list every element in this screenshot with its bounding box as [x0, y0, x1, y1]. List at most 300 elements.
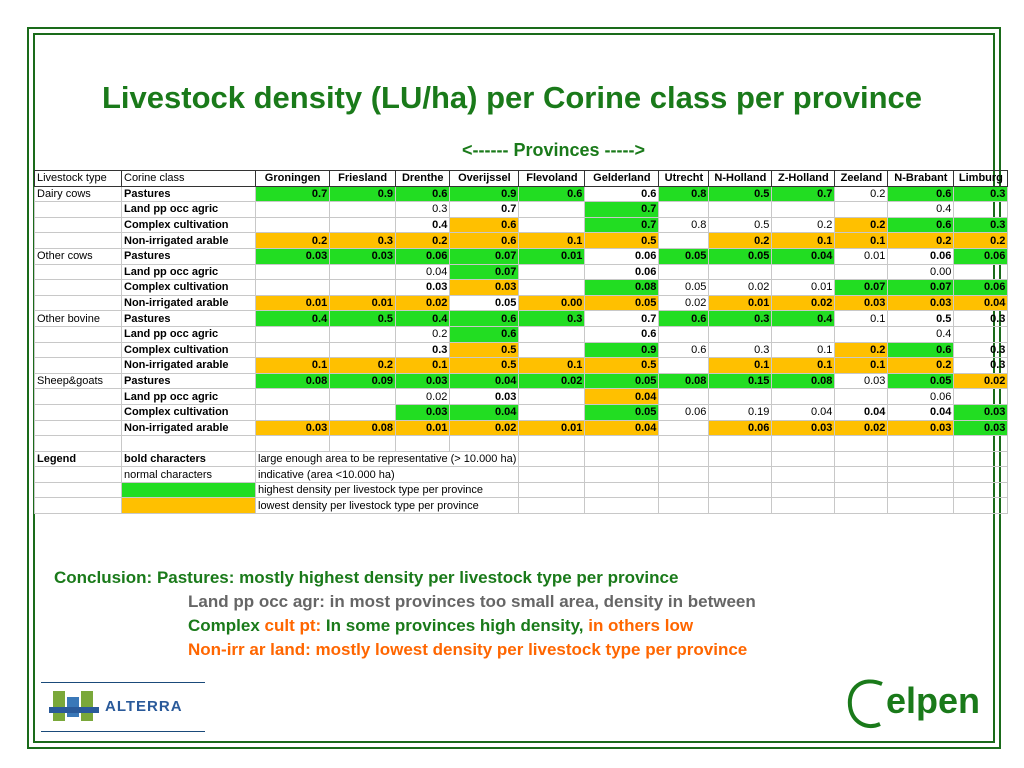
livestock-type-cell: Other cows: [35, 248, 122, 264]
table-row: [35, 217, 1008, 233]
empty-cell: [659, 451, 709, 467]
value-cell: 0.6: [585, 326, 659, 342]
value-cell: 0.01: [519, 248, 585, 264]
value-cell: 0.1: [772, 358, 835, 374]
value-cell: [330, 389, 396, 405]
value-cell: 0.08: [330, 420, 396, 436]
value-cell: 0.08: [256, 373, 330, 389]
empty-cell: [888, 498, 954, 514]
value-cell: [659, 326, 709, 342]
table-row: [35, 248, 1008, 264]
corine-class-cell: Land pp occ agric: [122, 264, 256, 280]
value-cell: [330, 264, 396, 280]
value-cell: 0.02: [659, 295, 709, 311]
legend-label-cell: Legend: [35, 451, 122, 467]
value-cell: 0.05: [659, 248, 709, 264]
empty-cell: [659, 482, 709, 498]
value-cell: 0.04: [396, 264, 450, 280]
value-cell: 0.04: [772, 404, 835, 420]
value-cell: [256, 202, 330, 218]
value-cell: 0.6: [450, 311, 519, 327]
corine-class-cell: Complex cultivation: [122, 404, 256, 420]
empty-cell: [772, 451, 835, 467]
value-cell: [659, 202, 709, 218]
value-cell: 0.7: [256, 186, 330, 202]
value-cell: 0.2: [396, 326, 450, 342]
empty-cell: [585, 467, 659, 483]
value-cell: [330, 280, 396, 296]
header-cell: Zeeland: [835, 171, 888, 187]
value-cell: 0.01: [256, 295, 330, 311]
value-cell: [772, 389, 835, 405]
value-cell: [835, 326, 888, 342]
table-row: [35, 186, 1008, 202]
value-cell: 0.03: [330, 248, 396, 264]
value-cell: 0.05: [585, 404, 659, 420]
legend-label-cell: [35, 467, 122, 483]
value-cell: 0.1: [396, 358, 450, 374]
value-cell: 0.07: [450, 264, 519, 280]
value-cell: 0.4: [888, 326, 954, 342]
livestock-type-cell: [35, 233, 122, 249]
value-cell: 0.01: [396, 420, 450, 436]
conclusion-line-2: Land pp occ agr: in most provinces too small area, density in between: [188, 592, 756, 611]
value-cell: 0.04: [888, 404, 954, 420]
value-cell: 0.02: [954, 373, 1008, 389]
value-cell: 0.6: [519, 186, 585, 202]
value-cell: 0.04: [450, 373, 519, 389]
value-cell: 0.6: [888, 342, 954, 358]
value-cell: 0.04: [835, 404, 888, 420]
value-cell: [709, 264, 772, 280]
value-cell: 0.2: [954, 233, 1008, 249]
value-cell: 0.3: [954, 311, 1008, 327]
value-cell: 0.03: [396, 280, 450, 296]
value-cell: 0.03: [396, 373, 450, 389]
value-cell: 0.4: [256, 311, 330, 327]
header-cell: Corine class: [122, 171, 256, 187]
table-row: [35, 311, 1008, 327]
corine-class-cell: Complex cultivation: [122, 342, 256, 358]
spacer-row: [35, 436, 1008, 452]
table-header-row: [35, 171, 1008, 187]
value-cell: [519, 342, 585, 358]
value-cell: 0.03: [954, 404, 1008, 420]
corine-class-cell: Complex cultivation: [122, 280, 256, 296]
value-cell: 0.2: [256, 233, 330, 249]
conclusion-line-3a: Complex: [188, 616, 265, 635]
value-cell: [709, 326, 772, 342]
legend-description: large enough area to be representative (> 10.000 ha): [256, 451, 519, 467]
header-cell: Overijssel: [450, 171, 519, 187]
value-cell: 0.06: [585, 248, 659, 264]
livestock-type-cell: [35, 404, 122, 420]
value-cell: 0.5: [450, 358, 519, 374]
value-cell: 0.03: [835, 295, 888, 311]
value-cell: 0.04: [954, 295, 1008, 311]
empty-cell: [709, 498, 772, 514]
value-cell: 0.01: [519, 420, 585, 436]
empty-cell: [519, 467, 585, 483]
value-cell: 0.05: [709, 248, 772, 264]
value-cell: 0.08: [585, 280, 659, 296]
value-cell: 0.19: [709, 404, 772, 420]
legend-description: lowest density per livestock type per province: [256, 498, 519, 514]
value-cell: 0.4: [772, 311, 835, 327]
value-cell: 0.6: [450, 217, 519, 233]
value-cell: [709, 202, 772, 218]
empty-cell: [835, 451, 888, 467]
value-cell: 0.08: [772, 373, 835, 389]
livestock-type-cell: [35, 295, 122, 311]
empty-cell: [835, 467, 888, 483]
value-cell: 0.4: [396, 311, 450, 327]
table-row: [35, 342, 1008, 358]
value-cell: 0.3: [954, 358, 1008, 374]
corine-class-cell: Non-irrigated arable: [122, 295, 256, 311]
value-cell: 0.1: [256, 358, 330, 374]
value-cell: 0.02: [519, 373, 585, 389]
livestock-type-cell: Dairy cows: [35, 186, 122, 202]
legend-swatch: [122, 498, 256, 514]
conclusion-line-1: Conclusion: Pastures: mostly highest density per livestock type per province: [54, 568, 679, 587]
empty-cell: [122, 436, 256, 452]
value-cell: 0.07: [888, 280, 954, 296]
value-cell: 0.08: [659, 373, 709, 389]
value-cell: 0.1: [772, 233, 835, 249]
value-cell: [835, 264, 888, 280]
header-cell: Friesland: [330, 171, 396, 187]
legend-key-cell: normal characters: [122, 467, 256, 483]
empty-cell: [585, 498, 659, 514]
livestock-type-cell: [35, 326, 122, 342]
header-cell: Drenthe: [396, 171, 450, 187]
value-cell: [519, 404, 585, 420]
livestock-type-cell: [35, 280, 122, 296]
value-cell: 0.02: [709, 280, 772, 296]
value-cell: 0.3: [709, 311, 772, 327]
empty-cell: [888, 482, 954, 498]
value-cell: 0.07: [835, 280, 888, 296]
value-cell: [954, 326, 1008, 342]
value-cell: 0.04: [772, 248, 835, 264]
empty-cell: [659, 436, 709, 452]
header-cell: Gelderland: [585, 171, 659, 187]
value-cell: 0.00: [888, 264, 954, 280]
empty-cell: [519, 436, 585, 452]
corine-class-cell: Land pp occ agric: [122, 389, 256, 405]
conclusion-line-4: Non-irr ar land: mostly lowest density per livestock type per province: [188, 640, 748, 659]
conclusion-line-3c: In some provinces high density,: [325, 616, 589, 635]
value-cell: [330, 404, 396, 420]
table-row: [35, 373, 1008, 389]
empty-cell: [35, 436, 122, 452]
value-cell: [659, 389, 709, 405]
table-row: [35, 326, 1008, 342]
value-cell: 0.06: [888, 248, 954, 264]
value-cell: 0.06: [954, 280, 1008, 296]
value-cell: [519, 202, 585, 218]
value-cell: [835, 202, 888, 218]
value-cell: 0.04: [450, 404, 519, 420]
value-cell: 0.05: [585, 295, 659, 311]
value-cell: 0.00: [519, 295, 585, 311]
corine-class-cell: Complex cultivation: [122, 217, 256, 233]
value-cell: [256, 326, 330, 342]
value-cell: 0.6: [659, 342, 709, 358]
value-cell: 0.4: [888, 202, 954, 218]
value-cell: 0.6: [659, 311, 709, 327]
value-cell: 0.2: [835, 342, 888, 358]
value-cell: [659, 233, 709, 249]
empty-cell: [585, 436, 659, 452]
header-cell: N-Holland: [709, 171, 772, 187]
value-cell: 0.09: [330, 373, 396, 389]
empty-cell: [772, 498, 835, 514]
empty-cell: [835, 498, 888, 514]
value-cell: 0.1: [519, 233, 585, 249]
value-cell: 0.7: [450, 202, 519, 218]
value-cell: 0.1: [835, 358, 888, 374]
empty-cell: [954, 436, 1008, 452]
value-cell: 0.05: [585, 373, 659, 389]
header-cell: Flevoland: [519, 171, 585, 187]
value-cell: 0.3: [330, 233, 396, 249]
value-cell: [954, 389, 1008, 405]
value-cell: 0.3: [954, 342, 1008, 358]
value-cell: 0.03: [772, 420, 835, 436]
value-cell: [330, 217, 396, 233]
value-cell: 0.02: [396, 295, 450, 311]
value-cell: 0.5: [585, 233, 659, 249]
value-cell: [330, 342, 396, 358]
value-cell: 0.3: [519, 311, 585, 327]
value-cell: 0.07: [450, 248, 519, 264]
value-cell: [709, 389, 772, 405]
corine-class-cell: Land pp occ agric: [122, 326, 256, 342]
legend-key-cell: bold characters: [122, 451, 256, 467]
value-cell: 0.2: [772, 217, 835, 233]
value-cell: 0.01: [330, 295, 396, 311]
value-cell: 0.1: [709, 358, 772, 374]
value-cell: 0.8: [659, 217, 709, 233]
value-cell: 0.1: [772, 342, 835, 358]
empty-cell: [709, 436, 772, 452]
empty-cell: [888, 451, 954, 467]
value-cell: 0.3: [396, 342, 450, 358]
value-cell: 0.05: [659, 280, 709, 296]
alterra-logo-text: ALTERRA: [105, 698, 183, 715]
value-cell: 0.15: [709, 373, 772, 389]
value-cell: [330, 326, 396, 342]
empty-cell: [888, 467, 954, 483]
table-row: [35, 295, 1008, 311]
empty-cell: [396, 436, 450, 452]
value-cell: 0.9: [330, 186, 396, 202]
elpen-logo-text: elpen: [886, 680, 981, 721]
value-cell: [772, 264, 835, 280]
value-cell: 0.02: [450, 420, 519, 436]
value-cell: [954, 202, 1008, 218]
empty-cell: [659, 498, 709, 514]
livestock-type-cell: [35, 342, 122, 358]
value-cell: 0.5: [330, 311, 396, 327]
value-cell: [330, 202, 396, 218]
livestock-type-cell: [35, 358, 122, 374]
value-cell: [256, 342, 330, 358]
value-cell: [256, 404, 330, 420]
value-cell: 0.6: [585, 186, 659, 202]
value-cell: 0.4: [396, 217, 450, 233]
corine-class-cell: Pastures: [122, 186, 256, 202]
legend-row: [35, 498, 1008, 514]
livestock-type-cell: [35, 217, 122, 233]
value-cell: [659, 358, 709, 374]
value-cell: 0.01: [772, 280, 835, 296]
value-cell: 0.6: [450, 326, 519, 342]
empty-cell: [772, 467, 835, 483]
table-row: [35, 420, 1008, 436]
value-cell: 0.1: [835, 233, 888, 249]
value-cell: 0.05: [450, 295, 519, 311]
value-cell: [519, 389, 585, 405]
livestock-type-cell: [35, 420, 122, 436]
conclusion-line-3: [54, 614, 756, 638]
table-row: [35, 233, 1008, 249]
empty-cell: [772, 436, 835, 452]
value-cell: [519, 217, 585, 233]
header-cell: Livestock type: [35, 171, 122, 187]
table-row: [35, 404, 1008, 420]
table-row: [35, 389, 1008, 405]
empty-cell: [888, 436, 954, 452]
value-cell: [659, 420, 709, 436]
header-cell: Z-Holland: [772, 171, 835, 187]
livestock-type-cell: Other bovine: [35, 311, 122, 327]
legend-description: highest density per livestock type per province: [256, 482, 519, 498]
value-cell: 0.06: [659, 404, 709, 420]
header-cell: N-Brabant: [888, 171, 954, 187]
value-cell: 0.2: [835, 217, 888, 233]
value-cell: 0.06: [888, 389, 954, 405]
value-cell: 0.04: [585, 420, 659, 436]
value-cell: 0.02: [835, 420, 888, 436]
livestock-type-cell: [35, 389, 122, 405]
table-row: [35, 358, 1008, 374]
value-cell: 0.06: [396, 248, 450, 264]
empty-cell: [659, 467, 709, 483]
empty-cell: [330, 436, 396, 452]
empty-cell: [954, 482, 1008, 498]
alterra-emblem-icon: [45, 685, 105, 729]
legend-label-cell: [35, 498, 122, 514]
livestock-type-cell: [35, 202, 122, 218]
table-row: [35, 202, 1008, 218]
value-cell: 0.3: [954, 217, 1008, 233]
table-row: [35, 280, 1008, 296]
value-cell: 0.9: [450, 186, 519, 202]
elpen-logo: [842, 672, 982, 736]
corine-class-cell: Pastures: [122, 248, 256, 264]
value-cell: 0.2: [330, 358, 396, 374]
value-cell: 0.8: [659, 186, 709, 202]
value-cell: [256, 280, 330, 296]
value-cell: [772, 326, 835, 342]
value-cell: 0.9: [585, 342, 659, 358]
value-cell: 0.03: [256, 420, 330, 436]
value-cell: 0.04: [585, 389, 659, 405]
value-cell: 0.2: [888, 233, 954, 249]
legend-row: [35, 467, 1008, 483]
header-cell: Groningen: [256, 171, 330, 187]
empty-cell: [256, 436, 330, 452]
livestock-type-cell: Sheep&goats: [35, 373, 122, 389]
value-cell: 0.03: [256, 248, 330, 264]
empty-cell: [709, 451, 772, 467]
value-cell: 0.3: [709, 342, 772, 358]
value-cell: 0.5: [450, 342, 519, 358]
empty-cell: [585, 451, 659, 467]
value-cell: 0.01: [709, 295, 772, 311]
empty-cell: [450, 436, 519, 452]
value-cell: [519, 280, 585, 296]
empty-cell: [835, 436, 888, 452]
value-cell: [772, 202, 835, 218]
provinces-label: <------ Provinces ----->: [462, 140, 646, 160]
value-cell: [519, 326, 585, 342]
legend-label-cell: [35, 482, 122, 498]
value-cell: 0.3: [396, 202, 450, 218]
value-cell: 0.06: [585, 264, 659, 280]
corine-class-cell: Pastures: [122, 311, 256, 327]
table-row: [35, 264, 1008, 280]
value-cell: [519, 264, 585, 280]
corine-class-cell: Non-irrigated arable: [122, 233, 256, 249]
value-cell: 0.5: [709, 217, 772, 233]
value-cell: 0.2: [835, 186, 888, 202]
value-cell: 0.05: [888, 373, 954, 389]
value-cell: 0.1: [519, 358, 585, 374]
corine-class-cell: Non-irrigated arable: [122, 358, 256, 374]
density-table: [34, 170, 1008, 514]
empty-cell: [709, 482, 772, 498]
value-cell: 0.6: [888, 217, 954, 233]
value-cell: 0.2: [888, 358, 954, 374]
value-cell: 0.6: [396, 186, 450, 202]
value-cell: 0.5: [888, 311, 954, 327]
value-cell: 0.02: [772, 295, 835, 311]
corine-class-cell: Pastures: [122, 373, 256, 389]
corine-class-cell: Non-irrigated arable: [122, 420, 256, 436]
page-title: Livestock density (LU/ha) per Corine class per province: [101, 80, 923, 115]
elpen-emblem-icon: [842, 672, 892, 736]
value-cell: 0.03: [954, 420, 1008, 436]
legend-description: indicative (area <10.000 ha): [256, 467, 519, 483]
conclusion-line-3b: cult pt:: [264, 616, 326, 635]
header-cell: Limburg: [954, 171, 1008, 187]
value-cell: 0.7: [772, 186, 835, 202]
empty-cell: [519, 482, 585, 498]
value-cell: [256, 264, 330, 280]
value-cell: 0.3: [954, 186, 1008, 202]
empty-cell: [835, 482, 888, 498]
value-cell: 0.7: [585, 311, 659, 327]
livestock-type-cell: [35, 264, 122, 280]
value-cell: 0.03: [888, 295, 954, 311]
alterra-logo: [41, 682, 205, 732]
value-cell: 0.1: [835, 311, 888, 327]
corine-class-cell: Land pp occ agric: [122, 202, 256, 218]
